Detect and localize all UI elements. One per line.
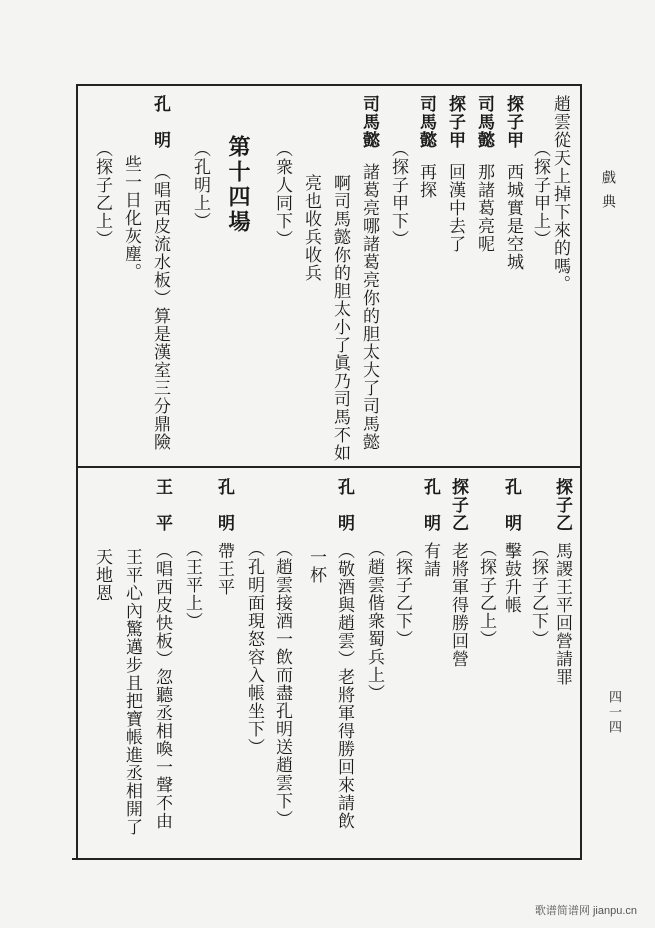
dialogue-line: 亮也收兵收兵	[301, 174, 321, 282]
speaker-name: 探子乙	[552, 478, 572, 532]
scene-heading: 第十四場	[225, 135, 251, 235]
dialogue-line: 探子甲西城實是空城	[503, 95, 523, 271]
stage-direction: （探子甲下）	[388, 140, 408, 248]
speaker-name: 孔 明	[150, 95, 170, 149]
dialogue-line: 王平心內驚邁步且把寶帳進丞相開了	[122, 548, 142, 836]
dialogue-line: 趙雲從天上掉下來的嗎。	[550, 95, 570, 293]
speaker-name: 探子乙	[448, 478, 468, 532]
dialogue-line: 孔 明（唱西皮流水板）算是漢室三分鼎險	[150, 95, 170, 451]
stage-direction: （王平上）	[182, 540, 202, 630]
speaker-name: 孔 明	[420, 478, 440, 532]
stage-direction: （孔明上）	[190, 140, 210, 230]
speaker-name: 孔 明	[214, 478, 234, 532]
dialogue-line: 探子乙老將軍得勝回營	[448, 478, 468, 668]
stage-direction: （探子乙下）	[528, 540, 548, 648]
middle-divider	[76, 466, 582, 468]
frame-left-border	[76, 84, 78, 860]
frame-bottom-border	[72, 858, 582, 860]
speaker-name: 探子甲	[445, 95, 465, 149]
speaker-name: 司馬懿	[474, 95, 494, 149]
stage-direction: （探子乙上）	[92, 140, 112, 248]
stage-direction: （孔明面現怒容入帳坐下）	[244, 540, 264, 756]
speaker-name: 王 平	[152, 478, 172, 532]
dialogue-line: 司馬懿再探	[416, 95, 436, 199]
dialogue-line: 探子乙馬謖王平回營請罪	[552, 478, 572, 686]
dialogue-line: 孔 明帶王平	[214, 478, 234, 596]
dialogue-line: 探子甲回漢中去了	[445, 95, 465, 253]
frame-top-border	[78, 84, 580, 86]
stage-direction: （探子乙下）	[392, 540, 412, 648]
dialogue-line: 司馬懿諸葛亮哪諸葛亮你的胆太大了司馬懿	[359, 95, 379, 451]
stage-direction: （趙雲偕衆蜀兵上）	[364, 540, 384, 702]
dialogue-line: 孔 明（敬酒與趙雲）老將軍得勝回來請飲	[334, 478, 354, 830]
dialogue-line: 一杯	[306, 548, 326, 584]
stage-direction: （探子甲上）	[530, 140, 550, 248]
dialogue-line: 王 平（唱西皮快板）忽聽丞相喚一聲不由	[152, 478, 172, 830]
dialogue-line: 天地恩	[92, 548, 112, 602]
dialogue-line: 些一日化灰塵。	[121, 155, 141, 281]
speaker-name: 司馬懿	[416, 95, 436, 149]
dialogue-line: 孔 明擊鼓升帳	[501, 478, 521, 614]
stage-direction: （衆人同下）	[272, 140, 292, 248]
speaker-name: 司馬懿	[359, 95, 379, 149]
frame-right-border	[580, 84, 582, 860]
dialogue-line: 孔 明有請	[420, 478, 440, 578]
speaker-name: 孔 明	[501, 478, 521, 532]
stage-direction: （探子乙上）	[476, 540, 496, 648]
page-number: 四一四	[606, 690, 621, 735]
speaker-name: 探子甲	[503, 95, 523, 149]
dialogue-line: 啊司馬懿你的胆太小了眞乃司馬不如	[330, 174, 350, 462]
stage-direction: （趙雲接酒一飲而盡孔明送趙雲下）	[272, 540, 292, 828]
dialogue-line: 司馬懿那諸葛亮呢	[474, 95, 494, 253]
site-watermark: 歌谱简谱网 jianpu.cn	[534, 905, 637, 917]
speaker-name: 孔 明	[334, 478, 354, 532]
running-title: 戲典	[600, 170, 616, 218]
